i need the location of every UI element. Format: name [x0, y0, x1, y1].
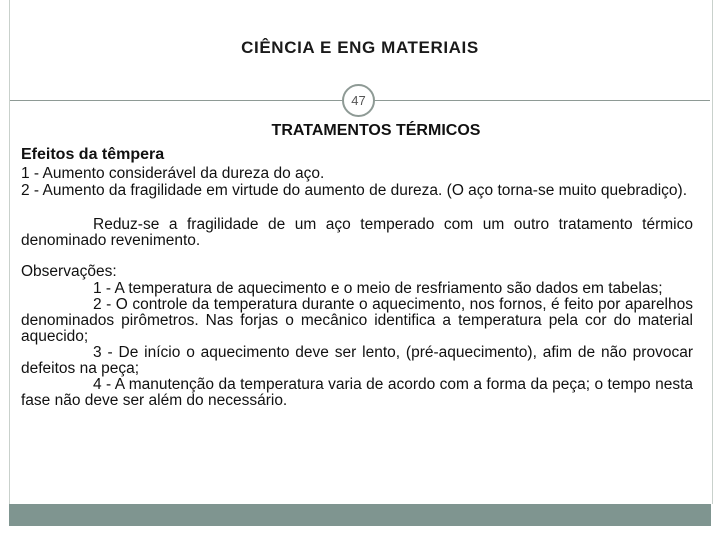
- slide-content: [21, 145, 693, 409]
- slide-header-title: CIÊNCIA E ENG MATERIAIS: [241, 38, 479, 57]
- footer-bar: [9, 504, 711, 526]
- observation-item-3: 3 - De início o aquecimento deve ser lento, (pré-aquecimento), afim de não provocar defeitos na peça;: [21, 344, 693, 377]
- effect-item-1: 1 - Aumento considerável da dureza do aço.: [21, 165, 325, 182]
- page-number-badge: 47: [342, 84, 375, 117]
- subheading: Efeitos da têmpera: [21, 146, 165, 163]
- section-title: [0, 122, 720, 140]
- observations-label: Observações:: [21, 263, 117, 280]
- revenimento-paragraph: Reduz-se a fragilidade de um aço temperado com um outro tratamento térmico denominado revenimento.: [21, 216, 693, 249]
- observation-item-4: 4 - A manutenção da temperatura varia de acordo com a forma da peça; o tempo nesta fase não deve ser além do necessário.: [21, 376, 693, 409]
- section-title-text: TRATAMENTOS TÉRMICOS: [271, 122, 481, 139]
- observation-item-1: 1 - A temperatura de aquecimento e o meio de resfriamento são dados em tabelas;: [93, 280, 663, 297]
- effect-item-2: 2 - Aumento da fragilidade em virtude do aumento de dureza. (O aço torna-se muito quebradiço).: [21, 182, 688, 199]
- observation-item-2: 2 - O controle da temperatura durante o aquecimento, nos fornos, é feito por aparelhos denominados pirômetros. Nas forjas o mecânico identifica a temperatura pela cor do material aquecido;: [21, 296, 693, 345]
